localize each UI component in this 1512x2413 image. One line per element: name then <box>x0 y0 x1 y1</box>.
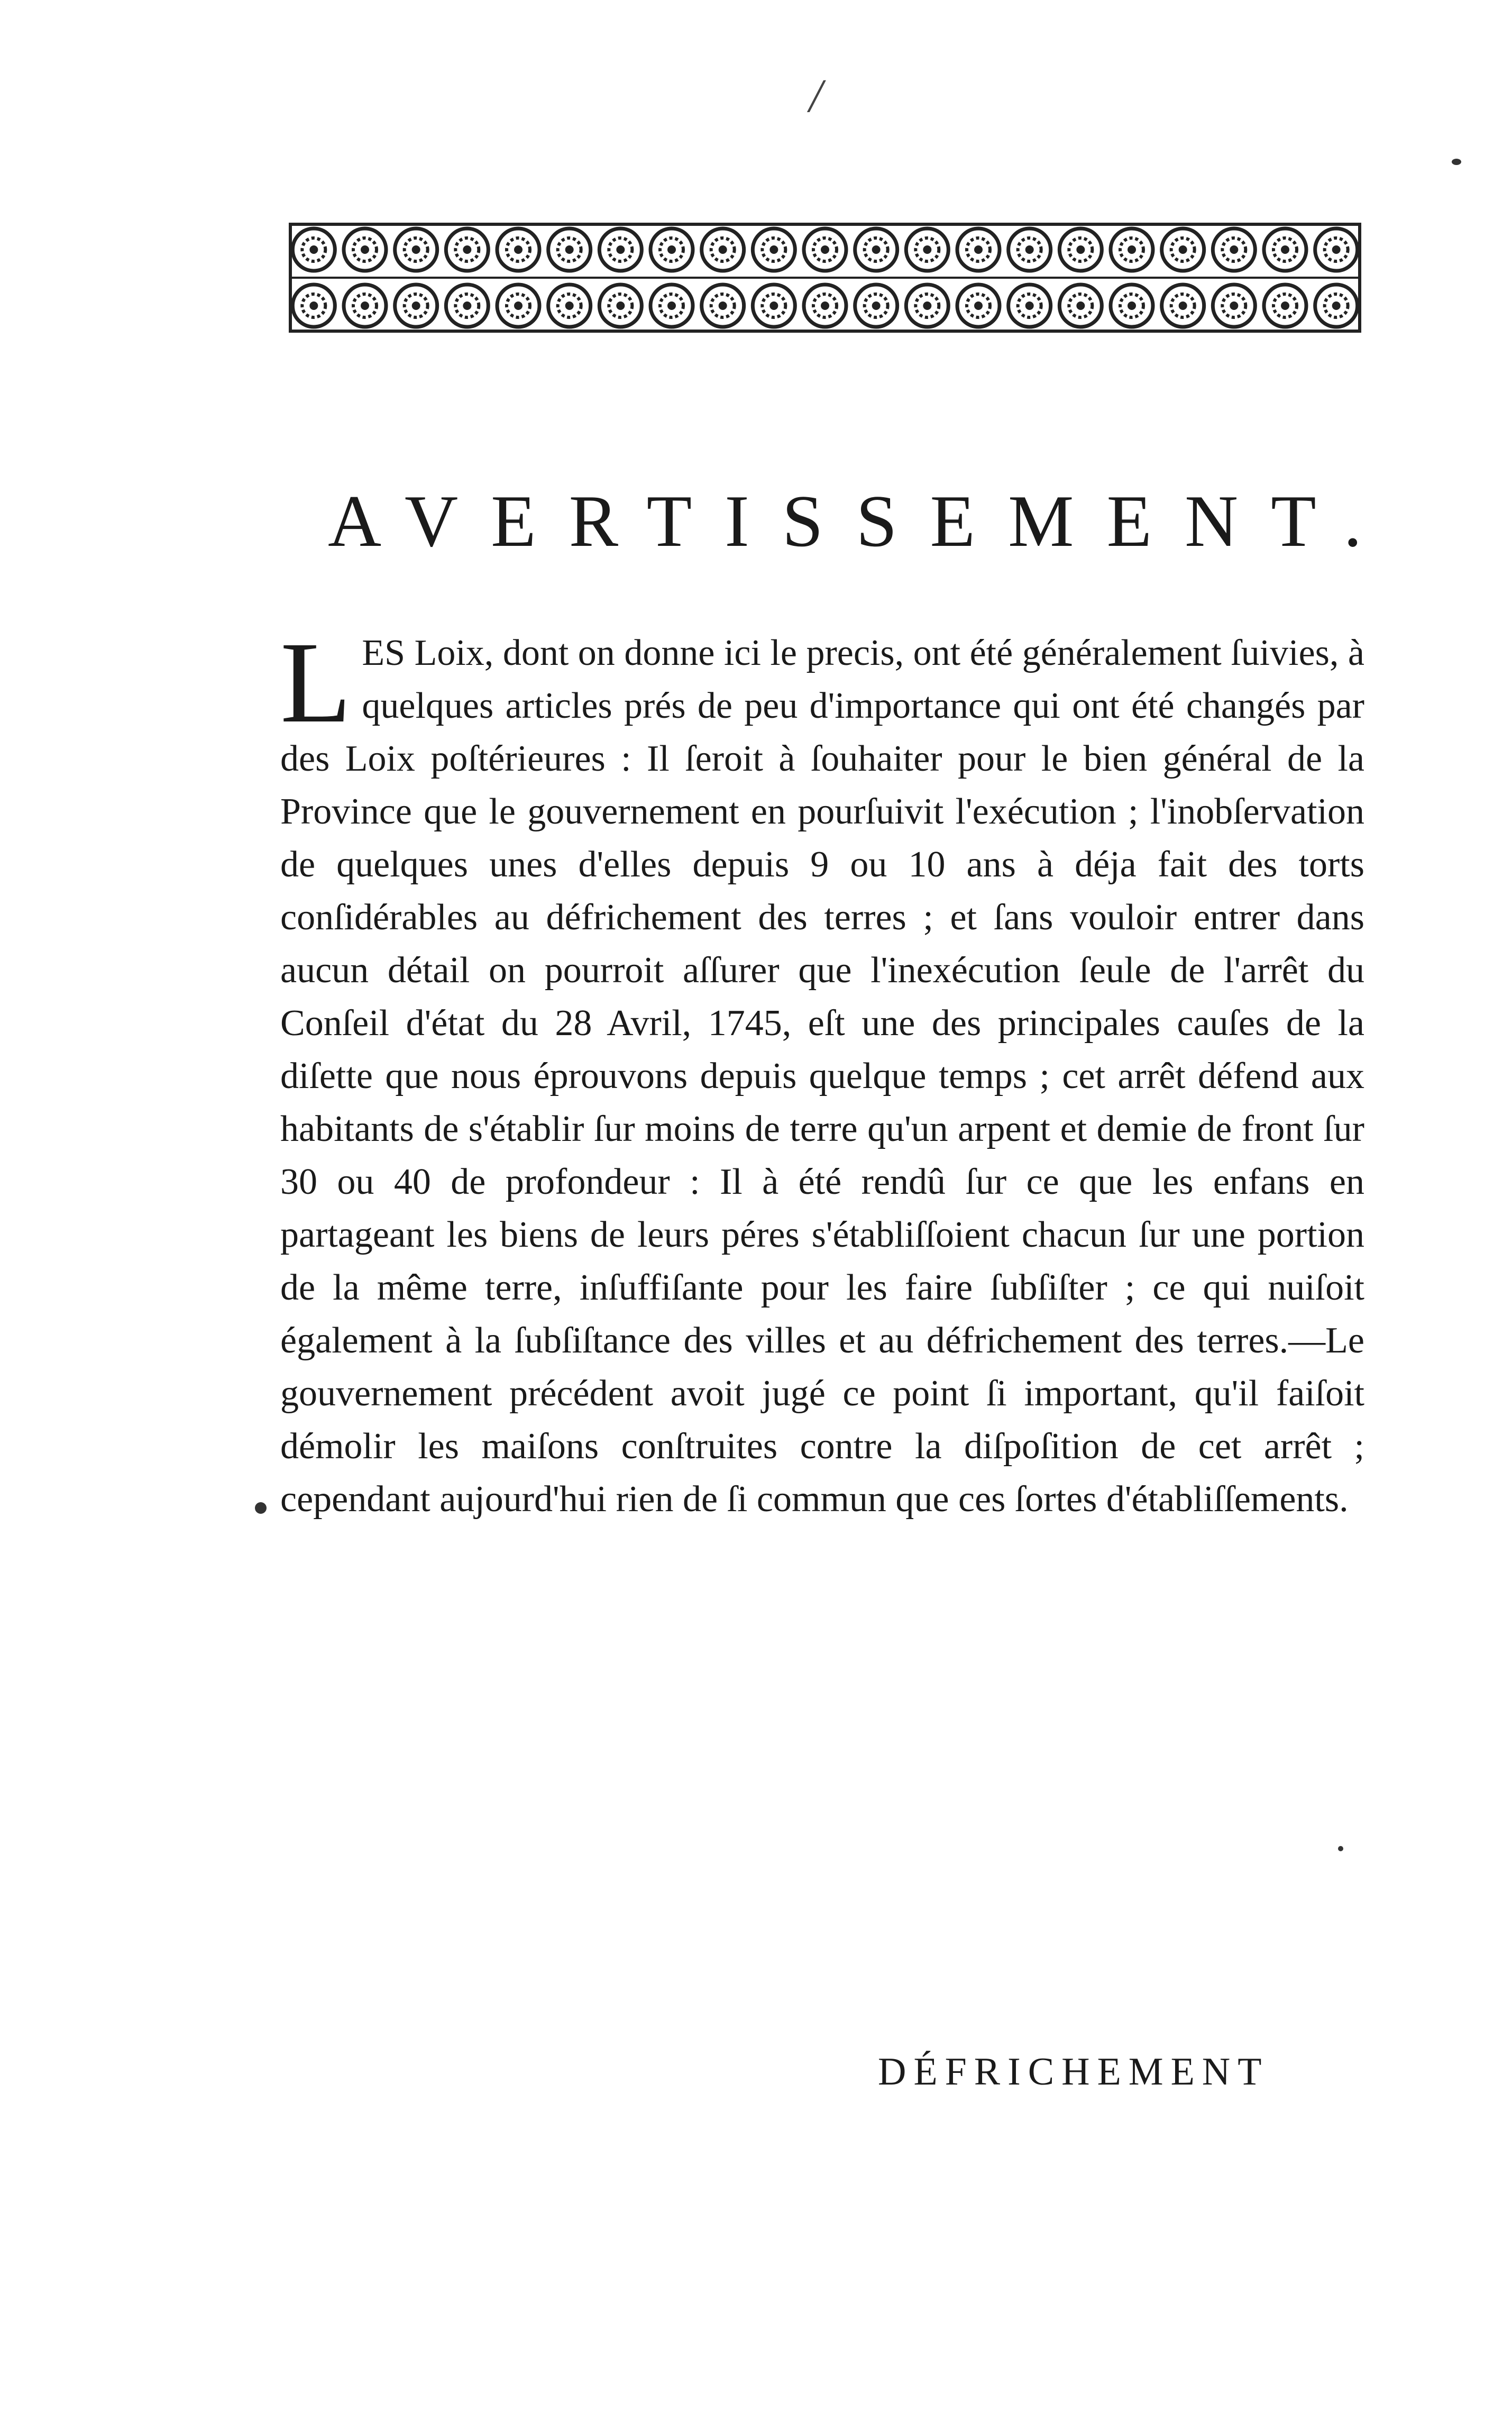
page-title: AVERTISSEMENT. <box>328 480 1395 562</box>
headpiece-ornament <box>288 222 1362 333</box>
drop-cap: L <box>280 618 352 747</box>
ink-speck <box>255 1502 267 1514</box>
body-paragraph <box>280 618 1364 1526</box>
catchword: DÉFRICHEMENT <box>878 2050 1269 2094</box>
body-text: ES Loix, dont on donne ici le precis, ont été généralement ſuivies, à quelques articles prés de peu d'importance qui ont été changés par des Loix poſtérieures : Il ſeroit à ſouhaiter pour le bien général de la Province que le gouvernement en pourſuivit l'exécution ; l'inobſervation de quelques unes d'elles depuis 9 ou 10 ans à déja fait des torts conſidérables au défrichement des terres ; et ſans vouloir entrer dans aucun détail on pourroit aſſurer que l'inexécution ſeule de l'arrêt du Conſeil d'état du 28 Avril, 1745, eſt une des principales cauſes de la diſette que nous éprouvons depuis quelque temps ; cet arrêt défend aux habitants de s'établir ſur moins de terre qu'un arpent et demie de front ſur 30 ou 40 de profondeur : Il à été rendû ſur ce que les enfans en partageant les biens de leurs péres s'établiſſoient chacun ſur une portion de la même terre, inſuffiſante pour les faire ſubſiſter ; ce qui nuiſoit également à la ſubſiſtance des villes et au défrichement des terres.—Le gouvernement précédent avoit jugé ce point ſi important, qu'il faiſoit démolir les maiſons conſtruites contre la diſpoſition de cet arrêt ; cependant aujourd'hui rien de ſi commun que ces ſortes d'établiſſements. <box>280 633 1364 1520</box>
folio-mark: / <box>809 70 823 122</box>
ink-speck <box>1338 1846 1343 1851</box>
ink-speck <box>1452 159 1461 165</box>
